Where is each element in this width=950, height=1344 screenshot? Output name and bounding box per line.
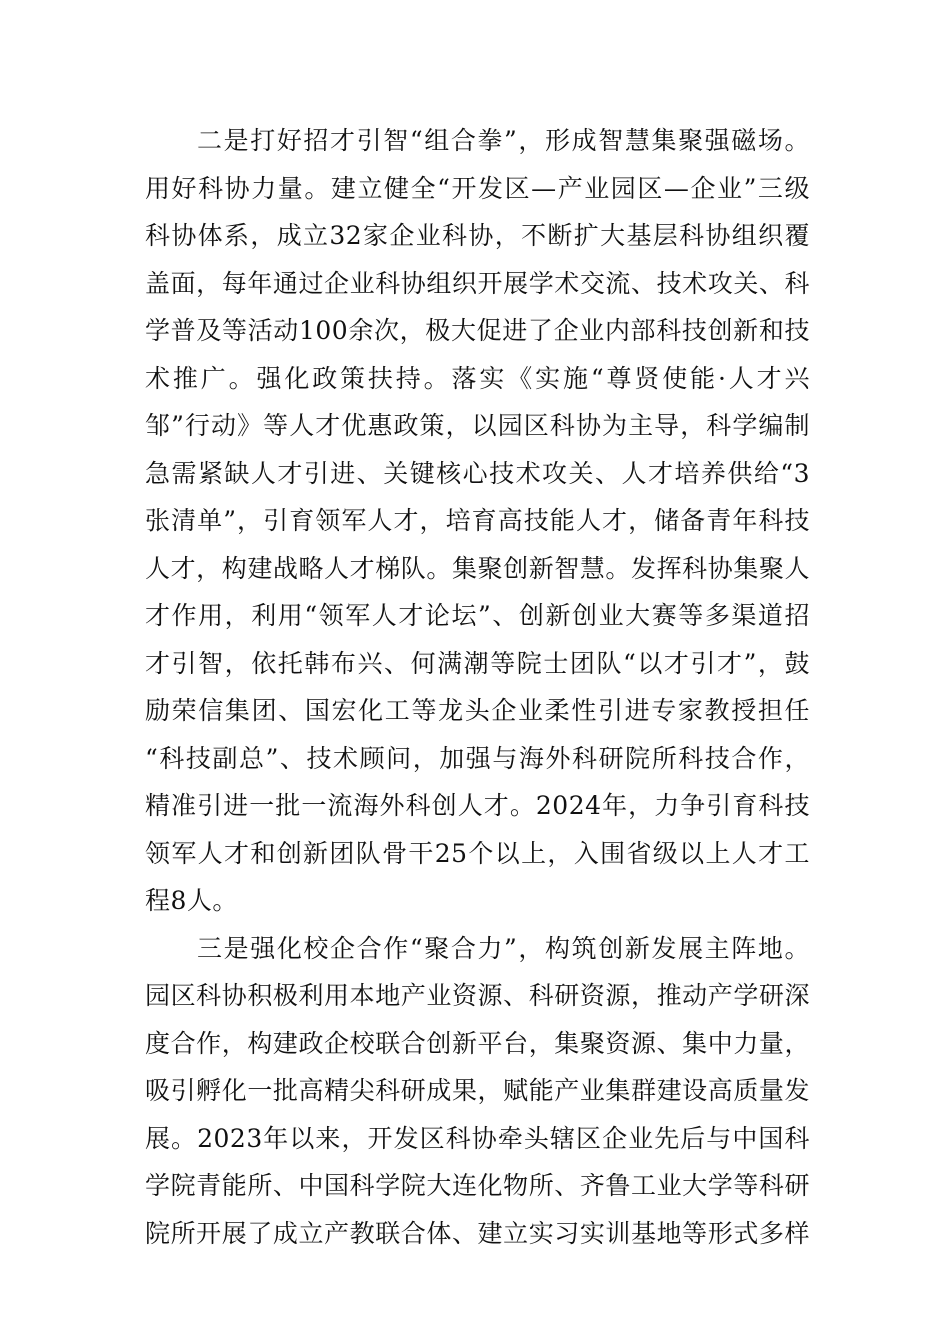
paragraph-line: 人才，构建战略人才梯队。集聚创新智慧。发挥科协集聚人 (145, 553, 810, 583)
paragraph-line: 术推广。强化政策扶持。落实《实施“尊贤使能·人才兴 (145, 363, 810, 393)
paragraph-line: 吸引孵化一批高精尖科研成果，赋能产业集群建设高质量发 (145, 1076, 810, 1105)
paragraph-line: 才作用，利用“领军人才论坛”、创新创业大赛等多渠道招 (145, 601, 810, 630)
paragraph-line: 三是强化校企合作“聚合力”，构筑创新发展主阵地。 (197, 933, 810, 963)
paragraph-line: 才引智，依托韩布兴、何满潮等院士团队“以才引才”，鼓 (145, 648, 810, 678)
paragraph-talent (145, 117, 810, 925)
paragraph-line: 领军人才和创新团队骨干25个以上，入围省级以上人才工 (145, 838, 810, 868)
paragraph-line: 励荣信集团、国宏化工等龙头企业柔性引进专家教授担任 (145, 696, 810, 725)
paragraph-line: 院所开展了成立产教联合体、建立实习实训基地等形式多样 (145, 1218, 810, 1248)
paragraph-line: 学院青能所、中国科学院大连化物所、齐鲁工业大学等科研 (145, 1171, 810, 1200)
paragraph-line: 程8人。 (145, 886, 238, 915)
paragraph-cooperation (145, 925, 810, 1258)
paragraph-line: 张清单”，引育领军人才，培育高技能人才，储备青年科技 (145, 506, 810, 535)
paragraph-line: 科协体系，成立32家企业科协，不断扩大基层科协组织覆 (145, 221, 810, 250)
paragraph-line: 用好科协力量。建立健全“开发区—产业园区—企业”三级 (145, 173, 810, 203)
paragraph-line: 精准引进一批一流海外科创人才。2024年，力争引育科技 (145, 791, 810, 820)
paragraph-line: 展。2023年以来，开发区科协牵头辖区企业先后与中国科 (145, 1123, 810, 1153)
paragraph-line: 度合作，构建政企校联合创新平台，集聚资源、集中力量， (145, 1028, 810, 1058)
paragraph-line: 二是打好招才引智“组合拳”，形成智慧集聚强磁场。 (197, 126, 810, 155)
paragraph-line: 园区科协积极利用本地产业资源、科研资源，推动产学研深 (145, 981, 810, 1010)
paragraph-line: 学普及等活动100余次，极大促进了企业内部科技创新和技 (145, 316, 810, 345)
document-body (145, 117, 810, 1257)
paragraph-line: “科技副总”、技术顾问，加强与海外科研院所科技合作， (145, 743, 810, 773)
paragraph-line: 邹”行动》等人才优惠政策，以园区科协为主导，科学编制 (145, 411, 810, 440)
paragraph-line: 急需紧缺人才引进、关键核心技术攻关、人才培养供给“3 (145, 458, 810, 488)
paragraph-line: 盖面，每年通过企业科协组织开展学术交流、技术攻关、科 (145, 268, 810, 298)
